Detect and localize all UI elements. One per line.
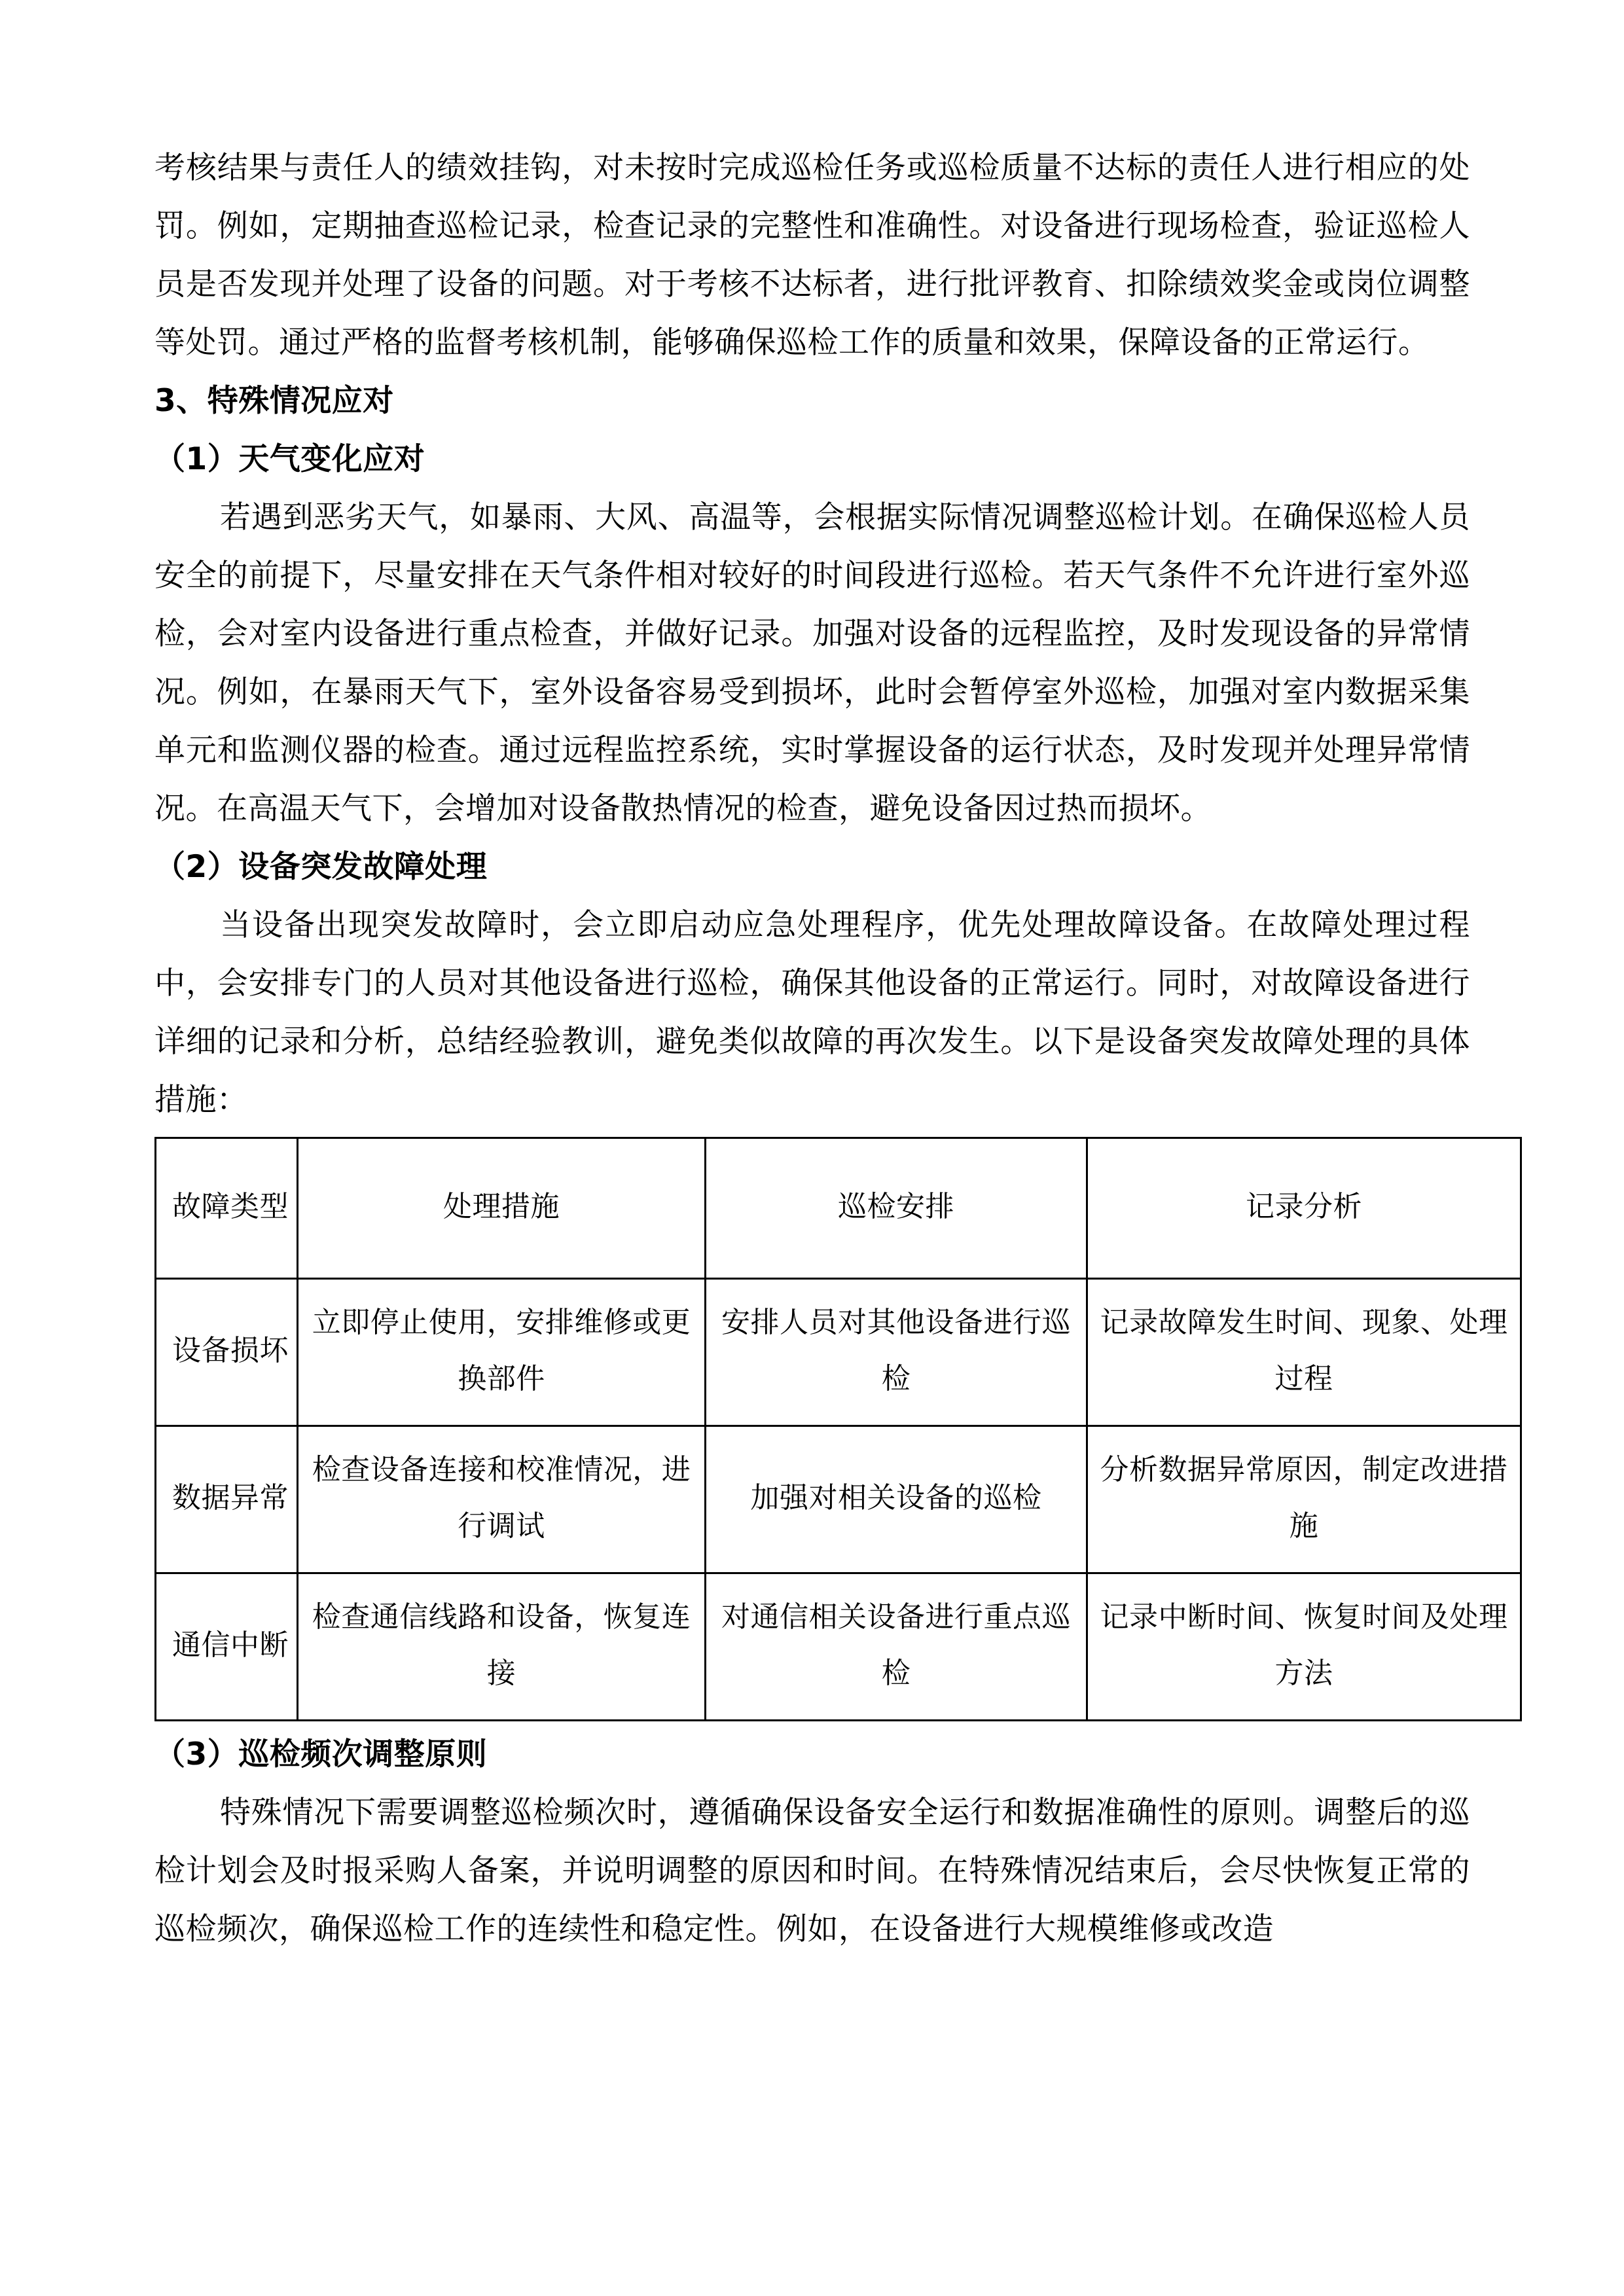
- table-row: [156, 1279, 1521, 1426]
- table-cell-record-analysis: 记录中断时间、恢复时间及处理方法: [1087, 1573, 1521, 1721]
- table-cell-fault-type: 数据异常: [156, 1426, 298, 1573]
- table-cell-patrol-arrangement: 加强对相关设备的巡检: [706, 1426, 1087, 1573]
- table-header-row: [156, 1138, 1521, 1279]
- table-cell-record-analysis: 分析数据异常原因，制定改进措施: [1087, 1426, 1521, 1573]
- paragraph-equipment-sudden-fault-handling: 当设备出现突发故障时，会立即启动应急处理程序，优先处理故障设备。在故障处理过程中，会安排专门的人员对其他设备进行巡检，确保其他设备的正常运行。同时，对故障设备进行详细的记录和分析，总结经验教训，避免类似故障的再次发生。以下是设备突发故障处理的具体措施：: [154, 907, 1470, 1118]
- table-header-patrol-arrangement: 巡检安排: [706, 1138, 1087, 1279]
- heading-special-situation-response: 3、特殊情况应对: [154, 383, 394, 419]
- table-header-record-analysis: 记录分析: [1087, 1138, 1521, 1279]
- table-header-fault-type: 故障类型: [156, 1138, 298, 1279]
- table-row: [156, 1426, 1521, 1573]
- table-cell-handling-measure: 立即停止使用，安排维修或更换部件: [298, 1279, 706, 1426]
- table-cell-record-analysis: 记录故障发生时间、现象、处理过程: [1087, 1279, 1521, 1426]
- table-row: [156, 1573, 1521, 1721]
- table-cell-patrol-arrangement: 安排人员对其他设备进行巡检: [706, 1279, 1087, 1426]
- table-cell-handling-measure: 检查设备连接和校准情况，进行调试: [298, 1426, 706, 1573]
- table-cell-handling-measure: 检查通信线路和设备，恢复连接: [298, 1573, 706, 1721]
- paragraph-weather-change-response: 若遇到恶劣天气，如暴雨、大风、高温等，会根据实际情况调整巡检计划。在确保巡检人员安全的前提下，尽量安排在天气条件相对较好的时间段进行巡检。若天气条件不允许进行室外巡检，会对室内设备进行重点检查，并做好记录。加强对设备的远程监控，及时发现设备的异常情况。例如，在暴雨天气下，室外设备容易受到损坏，此时会暂停室外巡检，加强对室内数据采集单元和监测仪器的检查。通过远程监控系统，实时掌握设备的运行状态，及时发现并处理异常情况。在高温天气下，会增加对设备散热情况的检查，避免设备因过热而损坏。: [154, 499, 1470, 827]
- fault-handling-table: [154, 1137, 1522, 1721]
- heading-patrol-frequency-adjustment-principle: （3）巡检频次调整原则: [154, 1736, 488, 1772]
- paragraph-supervision-assessment: 考核结果与责任人的绩效挂钩，对未按时完成巡检任务或巡检质量不达标的责任人进行相应的处罚。例如，定期抽查巡检记录，检查记录的完整性和准确性。对设备进行现场检查，验证巡检人员是否发现并处理了设备的问题。对于考核不达标者，进行批评教育、扣除绩效奖金或岗位调整等处罚。通过严格的监督考核机制，能够确保巡检工作的质量和效果，保障设备的正常运行。: [154, 150, 1470, 361]
- table-cell-fault-type: 设备损坏: [156, 1279, 298, 1426]
- heading-equipment-sudden-fault-handling: （2）设备突发故障处理: [154, 849, 488, 885]
- table-cell-patrol-arrangement: 对通信相关设备进行重点巡检: [706, 1573, 1087, 1721]
- document-body: [154, 139, 1508, 1958]
- heading-weather-change-response: （1）天气变化应对: [154, 441, 425, 477]
- paragraph-patrol-frequency-adjustment-principle: 特殊情况下需要调整巡检频次时，遵循确保设备安全运行和数据准确性的原则。调整后的巡检计划会及时报采购人备案，并说明调整的原因和时间。在特殊情况结束后，会尽快恢复正常的巡检频次，确保巡检工作的连续性和稳定性。例如，在设备进行大规模维修或改造: [154, 1795, 1470, 1947]
- table-cell-fault-type: 通信中断: [156, 1573, 298, 1721]
- table-header-handling-measure: 处理措施: [298, 1138, 706, 1279]
